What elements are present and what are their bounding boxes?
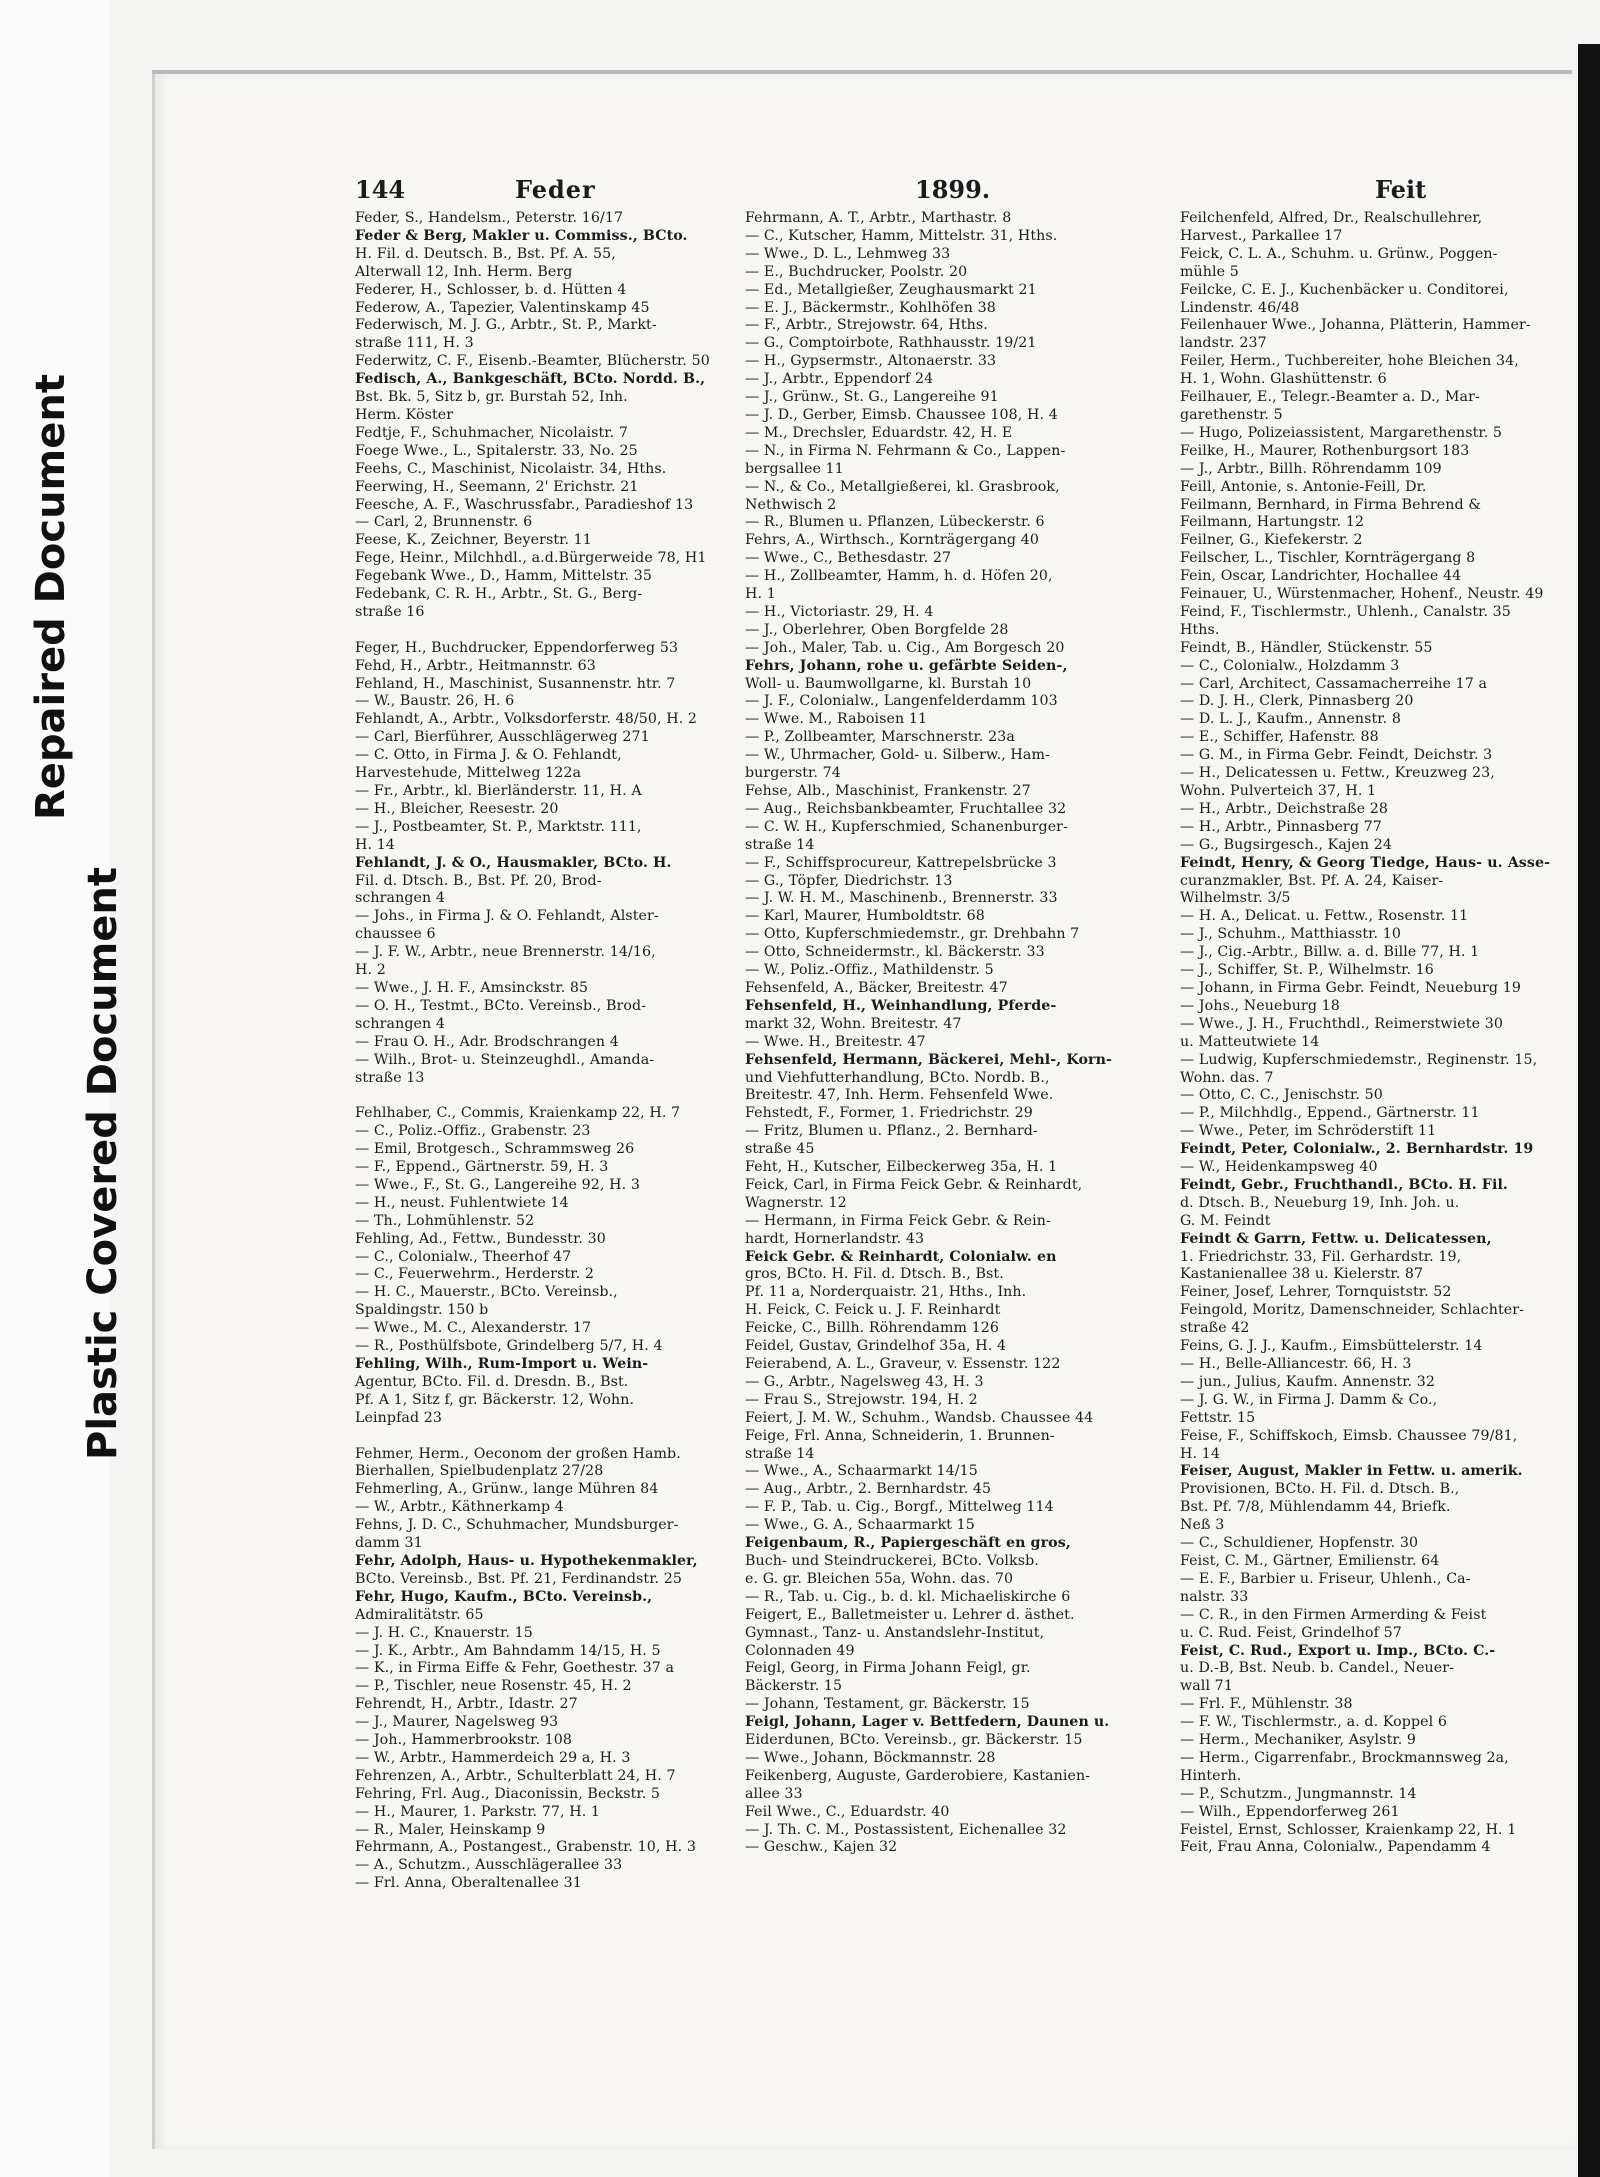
directory-entry: [355, 1087, 745, 1105]
directory-entry: — Frau O. H., Adr. Brodschrangen 4: [355, 1033, 619, 1050]
directory-entry: — Geschw., Kajen 32: [745, 1839, 898, 1856]
directory-entry: Feht, H., Kutscher, Eilbeckerweg 35a, H. 1: [745, 1159, 1058, 1176]
directory-entry: Feick Gebr. & Reinhardt, Colonialw. en: [745, 1248, 1057, 1265]
directory-entry: Foege Wwe., L., Spitalerstr. 33, No. 25: [355, 442, 638, 459]
directory-entry: — Wwe., M. C., Alexanderstr. 17: [355, 1320, 592, 1337]
directory-entry: — Wwe. H., Breitestr. 47: [745, 1033, 926, 1050]
directory-entry: — J., Oberlehrer, Oben Borgfelde 28: [745, 621, 1009, 638]
directory-entry: Fehr, Adolph, Haus- u. Hypothekenmakler,: [355, 1552, 698, 1569]
directory-entry: — J., Schiffer, St. P., Wilhelmstr. 16: [1180, 962, 1434, 979]
directory-entry: Bäckerstr. 15: [745, 1678, 843, 1695]
directory-entry: straße 42: [1180, 1320, 1250, 1337]
directory-entry: — J. G. W., in Firma J. Damm & Co.,: [1180, 1391, 1438, 1408]
directory-entry: Feilscher, L., Tischler, Kornträgergang 8: [1180, 550, 1476, 567]
directory-entry: u. Matteutwiete 14: [1180, 1033, 1320, 1050]
directory-entry: — F. W., Tischlermstr., a. d. Koppel 6: [1180, 1714, 1448, 1731]
directory-columns: [355, 210, 1580, 2110]
directory-entry: — J., Postbeamter, St. P., Marktstr. 111,: [355, 818, 642, 835]
directory-entry: Wagnerstr. 12: [745, 1194, 847, 1211]
directory-entry: — P., Zollbeamter, Marschnerstr. 23a: [745, 729, 1015, 746]
directory-entry: Feit, Frau Anna, Colonialw., Papendamm 4: [1180, 1839, 1491, 1856]
directory-entry: Feind, F., Tischlermstr., Uhlenh., Canalstr. 35: [1180, 603, 1511, 620]
directory-entry: Harvestehude, Mittelweg 122a: [355, 765, 582, 782]
directory-entry: Feder, S., Handelsm., Peterstr. 16/17: [355, 210, 624, 226]
directory-entry: Feistel, Ernst, Schlosser, Kraienkamp 22, H. 1: [1180, 1821, 1517, 1838]
directory-entry: Feil Wwe., C., Eduardstr. 40: [745, 1803, 950, 1820]
directory-entry: — W., Heidenkampsweg 40: [1180, 1159, 1378, 1176]
directory-entry: Feesche, A. F., Waschrussfabr., Paradieshof 13: [355, 496, 694, 513]
directory-entry: — Wwe., Peter, im Schröderstift 11: [1180, 1123, 1437, 1140]
directory-entry: — H., Delicatessen u. Fettw., Kreuzweg 23,: [1180, 765, 1495, 782]
directory-entry: Fehrmann, A., Postangest., Grabenstr. 10, H. 3: [355, 1839, 696, 1856]
directory-entry: — N., & Co., Metallgießerei, kl. Grasbrook,: [745, 478, 1060, 495]
directory-entry: — Joh., Hammerbrookstr. 108: [355, 1732, 573, 1749]
directory-entry: Fehrendt, H., Arbtr., Idastr. 27: [355, 1696, 578, 1713]
directory-entry: — D. L. J., Kaufm., Annenstr. 8: [1180, 711, 1401, 728]
directory-entry: Feilmann, Hartungstr. 12: [1180, 514, 1365, 531]
directory-entry: — G., Töpfer, Diedrichstr. 13: [745, 872, 953, 889]
directory-entry: — R., Maler, Heinskamp 9: [355, 1821, 546, 1838]
directory-entry: — Johs., in Firma J. & O. Fehlandt, Alster-: [355, 908, 659, 925]
directory-entry: Feist, C. M., Gärtner, Emilienstr. 64: [1180, 1552, 1440, 1569]
column-1: [355, 210, 745, 2110]
directory-entry: landstr. 237: [1180, 335, 1267, 352]
directory-entry: Eiderdunen, BCto. Vereinsb., gr. Bäckerstr. 15: [745, 1732, 1083, 1749]
directory-entry: — Herm., Mechaniker, Asylstr. 9: [1180, 1732, 1417, 1749]
directory-entry: H. 2: [355, 962, 386, 979]
directory-entry: straße 45: [745, 1141, 815, 1158]
directory-entry: — Wilh., Eppendorferweg 261: [1180, 1803, 1400, 1820]
directory-entry: Wohn. das. 7: [1180, 1069, 1274, 1086]
directory-entry: — G., Comptoirbote, Rathhausstr. 19/21: [745, 335, 1037, 352]
directory-entry: Federer, H., Schlosser, b. d. Hütten 4: [355, 281, 627, 298]
header-right-word: Feit: [1375, 175, 1427, 204]
directory-entry: Fehring, Frl. Aug., Diaconissin, Beckstr. 5: [355, 1785, 661, 1802]
directory-entry: Feick, Carl, in Firma Feick Gebr. & Reinhardt,: [745, 1176, 1083, 1193]
directory-entry: Nethwisch 2: [745, 496, 837, 513]
directory-entry: e. G. gr. Bleichen 55a, Wohn. das. 70: [745, 1570, 1014, 1587]
directory-entry: curanzmakler, Bst. Pf. A. 24, Kaiser-: [1180, 872, 1444, 889]
directory-entry: Feese, K., Zeichner, Beyerstr. 11: [355, 532, 592, 549]
directory-entry: Feder & Berg, Makler u. Commiss., BCto.: [355, 227, 688, 244]
directory-entry: u. D.-B, Bst. Neub. b. Candel., Neuer-: [1180, 1660, 1455, 1677]
directory-entry: Fehling, Wilh., Rum-Import u. Wein-: [355, 1356, 649, 1372]
directory-entry: Fege, Heinr., Milchhdl., a.d.Bürgerweide 78, H1: [355, 550, 707, 567]
directory-entry: Fehstedt, F., Former, 1. Friedrichstr. 29: [745, 1105, 1033, 1122]
directory-entry: — J., Maurer, Nagelsweg 93: [355, 1714, 559, 1731]
right-scan-border: [1578, 44, 1600, 2177]
directory-entry: Feige, Frl. Anna, Schneiderin, 1. Brunnen-: [745, 1427, 1055, 1444]
directory-entry: — C. Otto, in Firma J. & O. Fehlandt,: [355, 747, 622, 764]
directory-entry: — Carl, 2, Brunnenstr. 6: [355, 514, 533, 531]
directory-entry: — J. F. W., Arbtr., neue Brennerstr. 14/16,: [355, 944, 656, 961]
directory-entry: 1. Friedrichstr. 33, Fil. Gerhardstr. 19,: [1180, 1248, 1462, 1265]
directory-entry: Feidel, Gustav, Grindelhof 35a, H. 4: [745, 1338, 1007, 1355]
directory-entry: Kastanienallee 38 u. Kielerstr. 87: [1180, 1266, 1424, 1283]
directory-entry: Feilenhauer Wwe., Johanna, Plätterin, Hammer-: [1180, 317, 1531, 334]
directory-entry: — J. D., Gerber, Eimsb. Chaussee 108, H. 4: [745, 406, 1058, 423]
directory-entry: — E. J., Bäckermstr., Kohlhöfen 38: [745, 299, 996, 316]
directory-entry: Herm. Köster: [355, 406, 454, 423]
directory-entry: Feicke, C., Billh. Röhrendamm 126: [745, 1320, 1000, 1337]
directory-entry: — Frau S., Strejowstr. 194, H. 2: [745, 1391, 978, 1408]
directory-entry: schrangen 4: [355, 1015, 445, 1032]
directory-entry: — J., Cig.-Arbtr., Billw. a. d. Bille 77, H. 1: [1180, 944, 1480, 961]
directory-entry: H. Fil. d. Deutsch. B., Bst. Pf. A. 55,: [355, 245, 616, 262]
directory-entry: — C., Colonialw., Holzdamm 3: [1180, 657, 1400, 674]
directory-entry: — K., in Firma Eiffe & Fehr, Goethestr. 37 a: [355, 1660, 675, 1677]
directory-entry: Breitestr. 47, Inh. Herm. Fehsenfeld Wwe.: [745, 1087, 1054, 1104]
directory-entry: Feindt & Garrn, Fettw. u. Delicatessen,: [1180, 1230, 1492, 1247]
directory-entry: Fehse, Alb., Maschinist, Frankenstr. 27: [745, 783, 1031, 799]
directory-entry: straße 14: [745, 836, 815, 853]
directory-entry: Fil. d. Dtsch. B., Bst. Pf. 20, Brod-: [355, 872, 602, 889]
directory-entry: — Joh., Maler, Tab. u. Cig., Am Borgesch 20: [745, 639, 1065, 656]
directory-entry: Feiert, J. M. W., Schuhm., Wandsb. Chaussee 44: [745, 1409, 1094, 1426]
directory-entry: — R., Blumen u. Pflanzen, Lübeckerstr. 6: [745, 514, 1045, 531]
directory-entry: — Otto, C. C., Jenischstr. 50: [1180, 1087, 1383, 1104]
directory-entry: H. 14: [1180, 1445, 1220, 1462]
directory-entry: — J. H. C., Knauerstr. 15: [355, 1624, 533, 1641]
directory-entry: — R., Tab. u. Cig., b. d. kl. Michaeliskirche 6: [745, 1588, 1071, 1605]
directory-entry: H. 1, Wohn. Glashüttenstr. 6: [1180, 371, 1387, 388]
directory-entry: — Wilh., Brot- u. Steinzeughdl., Amanda-: [355, 1051, 655, 1068]
directory-entry: — H., Gypsermstr., Altonaerstr. 33: [745, 353, 997, 370]
directory-entry: Fehrmann, A. T., Arbtr., Marthastr. 8: [745, 210, 1012, 226]
directory-entry: Feiner, Josef, Lehrer, Tornquiststr. 52: [1180, 1284, 1452, 1301]
directory-entry: Admiralitätstr. 65: [355, 1606, 484, 1623]
directory-entry: — F. P., Tab. u. Cig., Borgf., Mittelweg 114: [745, 1499, 1054, 1516]
directory-entry: Feingold, Moritz, Damenschneider, Schlachter-: [1180, 1302, 1525, 1319]
directory-entry: — F., Schiffsprocureur, Kattrepelsbrücke 3: [745, 854, 1057, 871]
directory-entry: Wohn. Pulverteich 37, H. 1: [1180, 783, 1377, 799]
directory-entry: Feilhauer, E., Telegr.-Beamter a. D., Mar-: [1180, 389, 1480, 406]
directory-entry: — N., in Firma N. Fehrmann & Co., Lappen-: [745, 442, 1066, 459]
directory-entry: Pf. A 1, Sitz f, gr. Bäckerstr. 12, Wohn.: [355, 1391, 635, 1408]
directory-entry: Fehlandt, A., Arbtr., Volksdorferstr. 48/50, H. 2: [355, 711, 698, 728]
directory-entry: — C. R., in den Firmen Armerding & Feist: [1180, 1606, 1487, 1623]
directory-entry: Buch- und Steindruckerei, BCto. Volksb.: [745, 1552, 1039, 1569]
directory-entry: — F., Arbtr., Strejowstr. 64, Hths.: [745, 317, 988, 334]
directory-entry: — H., Bleicher, Reesestr. 20: [355, 800, 559, 817]
directory-entry: — H., Arbtr., Pinnasberg 77: [1180, 818, 1382, 835]
directory-entry: bergsallee 11: [745, 460, 844, 477]
directory-entry: — J., Arbtr., Eppendorf 24: [745, 371, 934, 388]
directory-entry: — Johann, in Firma Gebr. Feindt, Neueburg 19: [1180, 979, 1521, 996]
directory-entry: — J. F., Colonialw., Langenfelderdamm 103: [745, 693, 1058, 710]
directory-entry: — Johann, Testament, gr. Bäckerstr. 15: [745, 1696, 1030, 1713]
directory-entry: — W., Uhrmacher, Gold- u. Silberw., Ham-: [745, 747, 1050, 764]
directory-entry: — H., Arbtr., Deichstraße 28: [1180, 800, 1389, 817]
directory-entry: — Ludwig, Kupferschmiedemstr., Reginenstr. 15,: [1180, 1051, 1538, 1068]
directory-entry: — J. K., Arbtr., Am Bahndamm 14/15, H. 5: [355, 1642, 661, 1659]
directory-entry: Federwitz, C. F., Eisenb.-Beamter, Blücherstr. 50: [355, 353, 710, 370]
directory-entry: — jun., Julius, Kaufm. Annenstr. 32: [1180, 1373, 1435, 1390]
directory-entry: Fehr, Hugo, Kaufm., BCto. Vereinsb.,: [355, 1588, 653, 1605]
directory-entry: — H., neust. Fuhlentwiete 14: [355, 1194, 569, 1211]
directory-entry: Spaldingstr. 150 b: [355, 1302, 489, 1319]
directory-entry: — J. Th. C. M., Postassistent, Eichenallee 32: [745, 1821, 1067, 1838]
side-label-plastic: Plastic Covered Document: [80, 866, 126, 1460]
directory-entry: Feindt, B., Händler, Stückenstr. 55: [1180, 639, 1433, 656]
directory-entry: — W., Baustr. 26, H. 6: [355, 693, 515, 710]
directory-entry: — G., Bugsirgesch., Kajen 24: [1180, 836, 1393, 853]
directory-entry: Bst. Pf. 7/8, Mühlendamm 44, Briefk.: [1180, 1499, 1451, 1516]
directory-entry: Wilhelmstr. 3/5: [1180, 890, 1291, 907]
directory-entry: G. M. Feindt: [1180, 1212, 1271, 1229]
directory-entry: — Wwe. M., Raboisen 11: [745, 711, 928, 728]
column-2: [745, 210, 1185, 2110]
directory-entry: allee 33: [745, 1785, 803, 1802]
directory-entry: — Wwe., C., Bethesdastr. 27: [745, 550, 952, 567]
directory-entry: Feilmann, Bernhard, in Firma Behrend &: [1180, 496, 1482, 513]
directory-entry: — J., Arbtr., Billh. Röhrendamm 109: [1180, 460, 1442, 477]
header-year: 1899.: [915, 175, 991, 204]
directory-entry: Fegebank Wwe., D., Hamm, Mittelstr. 35: [355, 568, 653, 585]
directory-entry: — H., Victoriastr. 29, H. 4: [745, 603, 934, 620]
directory-entry: H. Feick, C. Feick u. J. F. Reinhardt: [745, 1302, 1001, 1319]
directory-entry: Agentur, BCto. Fil. d. Dresdn. B., Bst.: [355, 1373, 629, 1390]
directory-entry: — G. M., in Firma Gebr. Feindt, Deichstr. 3: [1180, 747, 1493, 764]
directory-entry: nalstr. 33: [1180, 1588, 1249, 1605]
directory-entry: — P., Tischler, neue Rosenstr. 45, H. 2: [355, 1678, 632, 1695]
directory-entry: — Fritz, Blumen u. Pflanz., 2. Bernhard-: [745, 1123, 1038, 1140]
directory-entry: — H., Zollbeamter, Hamm, h. d. Höfen 20,: [745, 568, 1053, 585]
directory-entry: — H. C., Mauerstr., BCto. Vereinsb.,: [355, 1284, 618, 1301]
directory-entry: BCto. Vereinsb., Bst. Pf. 21, Ferdinandstr. 25: [355, 1570, 683, 1587]
directory-entry: wall 71: [1180, 1678, 1233, 1695]
directory-entry: — H., Maurer, 1. Parkstr. 77, H. 1: [355, 1803, 601, 1820]
directory-entry: Fedebank, C. R. H., Arbtr., St. G., Berg-: [355, 586, 643, 603]
directory-entry: — Wwe., J. H. F., Amsinckstr. 85: [355, 979, 589, 996]
directory-entry: Feerwing, H., Seemann, 2' Erichstr. 21: [355, 478, 639, 495]
directory-entry: — W., Poliz.-Offiz., Mathildenstr. 5: [745, 962, 994, 979]
directory-entry: — Otto, Kupferschmiedemstr., gr. Drehbahn 7: [745, 926, 1080, 943]
directory-entry: straße 13: [355, 1069, 425, 1086]
directory-entry: Feigl, Georg, in Firma Johann Feigl, gr.: [745, 1660, 1031, 1677]
directory-entry: Fehsenfeld, H., Weinhandlung, Pferde-: [745, 997, 1057, 1014]
directory-entry: Feigenbaum, R., Papiergeschäft en gros,: [745, 1535, 1071, 1552]
column-3: [1180, 210, 1580, 2110]
directory-entry: Feilchenfeld, Alfred, Dr., Realschullehrer,: [1180, 210, 1483, 226]
directory-entry: — H. A., Delicat. u. Fettw., Rosenstr. 11: [1180, 908, 1469, 925]
directory-entry: — C., Poliz.-Offiz., Grabenstr. 23: [355, 1123, 591, 1140]
directory-entry: [355, 622, 745, 640]
side-label-repaired: Repaired Document: [28, 374, 74, 820]
directory-entry: Feill, Antonie, s. Antonie-Feill, Dr.: [1180, 478, 1427, 495]
directory-entry: Fedtje, F., Schuhmacher, Nicolaistr. 7: [355, 424, 628, 441]
directory-entry: Fehmerling, A., Grünw., lange Mühren 84: [355, 1481, 659, 1498]
directory-entry: — D. J. H., Clerk, Pinnasberg 20: [1180, 693, 1414, 710]
directory-entry: Fehrs, A., Wirthsch., Kornträgergang 40: [745, 532, 1039, 549]
directory-entry: H. 1: [745, 586, 776, 603]
directory-entry: chaussee 6: [355, 926, 436, 943]
directory-entry: — Wwe., G. A., Schaarmarkt 15: [745, 1517, 975, 1534]
directory-entry: Fehsenfeld, A., Bäcker, Breitestr. 47: [745, 979, 1008, 996]
directory-entry: Fedisch, A., Bankgeschäft, BCto. Nordd. B.,: [355, 371, 706, 388]
directory-entry: u. C. Rud. Feist, Grindelhof 57: [1180, 1624, 1402, 1641]
directory-entry: — C., Schuldiener, Hopfenstr. 30: [1180, 1535, 1419, 1552]
directory-entry: Feilcke, C. E. J., Kuchenbäcker u. Conditorei,: [1180, 281, 1509, 298]
directory-entry: — Wwe., J. H., Fruchthdl., Reimerstwiete 30: [1180, 1015, 1503, 1032]
directory-entry: — Frl. Anna, Oberaltenallee 31: [355, 1875, 582, 1892]
directory-entry: Feiler, Herm., Tuchbereiter, hohe Bleichen 34,: [1180, 353, 1519, 370]
directory-entry: Fettstr. 15: [1180, 1409, 1256, 1426]
directory-entry: — H., Belle-Alliancestr. 66, H. 3: [1180, 1356, 1412, 1372]
directory-entry: — F., Eppend., Gärtnerstr. 59, H. 3: [355, 1159, 609, 1176]
directory-entry: — J. W. H. M., Maschinenb., Brennerstr. 33: [745, 890, 1058, 907]
directory-entry: Fehland, H., Maschinist, Susannenstr. htr. 7: [355, 675, 676, 692]
directory-entry: Fehlhaber, C., Commis, Kraienkamp 22, H. 7: [355, 1105, 681, 1122]
directory-entry: Bst. Bk. 5, Sitz b, gr. Burstah 52, Inh.: [355, 389, 628, 406]
directory-entry: Feindt, Peter, Colonialw., 2. Bernhardstr. 19: [1180, 1141, 1534, 1158]
directory-entry: — Hugo, Polizeiassistent, Margarethenstr. 5: [1180, 424, 1503, 441]
directory-entry: Fehrenzen, A., Arbtr., Schulterblatt 24, H. 7: [355, 1767, 676, 1784]
directory-entry: Neß 3: [1180, 1517, 1225, 1534]
directory-entry: Fehrs, Johann, rohe u. gefärbte Seiden-,: [745, 657, 1068, 674]
directory-entry: — Carl, Architect, Cassamacherreihe 17 a: [1180, 675, 1488, 692]
directory-entry: — P., Schutzm., Jungmannstr. 14: [1180, 1785, 1417, 1802]
directory-entry: — Aug., Arbtr., 2. Bernhardstr. 45: [745, 1481, 992, 1498]
directory-entry: — Carl, Bierführer, Ausschlägerweg 271: [355, 729, 650, 746]
directory-entry: — A., Schutzm., Ausschlägerallee 33: [355, 1857, 623, 1874]
directory-entry: d. Dtsch. B., Neueburg 19, Inh. Joh. u.: [1180, 1194, 1460, 1211]
directory-entry: — Wwe., F., St. G., Langereihe 92, H. 3: [355, 1176, 640, 1193]
directory-entry: — Wwe., A., Schaarmarkt 14/15: [745, 1463, 978, 1480]
directory-entry: markt 32, Wohn. Breitestr. 47: [745, 1015, 962, 1032]
directory-entry: Fehmer, Herm., Oeconom der großen Hamb.: [355, 1445, 681, 1462]
directory-entry: Fehns, J. D. C., Schuhmacher, Mundsburger-: [355, 1517, 679, 1534]
directory-entry: — C., Kutscher, Hamm, Mittelstr. 31, Hths.: [745, 227, 1058, 244]
directory-entry: straße 111, H. 3: [355, 335, 474, 352]
directory-entry: Feierabend, A. L., Graveur, v. Essenstr. 122: [745, 1356, 1061, 1372]
directory-entry: — Karl, Maurer, Humboldtstr. 68: [745, 908, 985, 925]
directory-entry: Gymnast., Tanz- u. Anstandslehr-Institut,: [745, 1624, 1045, 1641]
directory-entry: Feikenberg, Auguste, Garderobiere, Kastanien-: [745, 1767, 1091, 1784]
directory-entry: — Frl. F., Mühlenstr. 38: [1180, 1696, 1353, 1713]
directory-entry: straße 16: [355, 603, 425, 620]
directory-entry: — W., Arbtr., Hammerdeich 29 a, H. 3: [355, 1749, 631, 1766]
directory-entry: — Herm., Cigarrenfabr., Brockmannsweg 2a,: [1180, 1749, 1509, 1766]
directory-entry: — C. W. H., Kupferschmied, Schanenburger-: [745, 818, 1068, 835]
directory-entry: burgerstr. 74: [745, 765, 841, 782]
directory-entry: Hths.: [1180, 621, 1220, 638]
directory-entry: — Aug., Reichsbankbeamter, Fruchtallee 32: [745, 800, 1067, 817]
directory-entry: Alterwall 12, Inh. Herm. Berg: [355, 263, 573, 280]
directory-entry: — E. F., Barbier u. Friseur, Uhlenh., Ca-: [1180, 1570, 1471, 1587]
directory-entry: Federwisch, M. J. G., Arbtr., St. P., Markt-: [355, 317, 657, 334]
directory-entry: Feise, F., Schiffskoch, Eimsb. Chaussee 79/81,: [1180, 1427, 1518, 1444]
directory-entry: — Emil, Brotgesch., Schrammsweg 26: [355, 1141, 635, 1158]
directory-entry: — E., Buchdrucker, Poolstr. 20: [745, 263, 968, 280]
directory-entry: — O. H., Testmt., BCto. Vereinsb., Brod-: [355, 997, 647, 1014]
side-label-strip: [0, 0, 126, 2177]
directory-entry: — Wwe., Johann, Böckmannstr. 28: [745, 1749, 996, 1766]
directory-entry: — Wwe., D. L., Lehmweg 33: [745, 245, 951, 262]
directory-entry: Fehsenfeld, Hermann, Bäckerei, Mehl-, Korn-: [745, 1051, 1113, 1068]
directory-entry: Feick, C. L. A., Schuhm. u. Grünw., Poggen-: [1180, 245, 1498, 262]
directory-entry: Woll- u. Baumwollgarne, kl. Burstah 10: [745, 675, 1032, 692]
directory-entry: Fehling, Ad., Fettw., Bundesstr. 30: [355, 1230, 606, 1247]
directory-entry: H. 14: [355, 836, 395, 853]
directory-entry: — Hermann, in Firma Feick Gebr. & Rein-: [745, 1212, 1051, 1229]
directory-entry: garethenstr. 5: [1180, 406, 1283, 423]
directory-entry: Fehd, H., Arbtr., Heitmannstr. 63: [355, 657, 596, 674]
directory-entry: Feger, H., Buchdrucker, Eppendorferweg 53: [355, 639, 679, 656]
directory-entry: Feindt, Henry, & Georg Tiedge, Haus- u. Asse-: [1180, 854, 1551, 871]
directory-entry: Feist, C. Rud., Export u. Imp., BCto. C.-: [1180, 1642, 1496, 1659]
directory-entry: und Viehfutterhandlung, BCto. Nordb. B.,: [745, 1069, 1050, 1086]
directory-entry: Harvest., Parkallee 17: [1180, 227, 1343, 244]
page-number: 144: [355, 175, 406, 204]
directory-entry: — C., Feuerwehrm., Herderstr. 2: [355, 1266, 594, 1283]
directory-entry: Feilke, H., Maurer, Rothenburgsort 183: [1180, 442, 1470, 459]
directory-entry: — G., Arbtr., Nagelsweg 43, H. 3: [745, 1373, 984, 1390]
page-header: [355, 175, 1565, 207]
directory-entry: Feilner, G., Kiefekerstr. 2: [1180, 532, 1363, 549]
directory-entry: — Th., Lohmühlenstr. 52: [355, 1212, 535, 1229]
directory-entry: [355, 1428, 745, 1446]
directory-entry: — J., Schuhm., Matthiasstr. 10: [1180, 926, 1401, 943]
header-left-word: Feder: [515, 175, 596, 204]
directory-entry: Feiser, August, Makler in Fettw. u. amerik.: [1180, 1463, 1523, 1480]
directory-entry: mühle 5: [1180, 263, 1239, 280]
directory-entry: — J., Grünw., St. G., Langereihe 91: [745, 389, 999, 406]
directory-entry: Leinpfad 23: [355, 1409, 443, 1426]
directory-entry: Feinauer, U., Würstenmacher, Hohenf., Neustr. 49: [1180, 586, 1544, 603]
directory-entry: — P., Milchhdlg., Eppend., Gärtnerstr. 11: [1180, 1105, 1480, 1122]
directory-entry: — Johs., Neueburg 18: [1180, 997, 1340, 1014]
directory-entry: Lindenstr. 46/48: [1180, 299, 1300, 316]
directory-entry: — W., Arbtr., Käthnerkamp 4: [355, 1499, 564, 1516]
directory-entry: Pf. 11 a, Norderquaistr. 21, Hths., Inh.: [745, 1284, 1027, 1301]
directory-entry: straße 14: [745, 1445, 815, 1462]
directory-entry: Feehs, C., Maschinist, Nicolaistr. 34, Hths.: [355, 460, 667, 477]
directory-entry: Fehlandt, J. & O., Hausmakler, BCto. H.: [355, 854, 672, 871]
directory-entry: schrangen 4: [355, 890, 445, 907]
directory-entry: Bierhallen, Spielbudenplatz 27/28: [355, 1463, 604, 1480]
directory-entry: — C., Colonialw., Theerhof 47: [355, 1248, 572, 1265]
directory-entry: — Ed., Metallgießer, Zeughausmarkt 21: [745, 281, 1037, 298]
directory-entry: — Otto, Schneidermstr., kl. Bäckerstr. 33: [745, 944, 1045, 961]
directory-entry: Federow, A., Tapezier, Valentinskamp 45: [355, 299, 650, 316]
directory-entry: — M., Drechsler, Eduardstr. 42, H. E: [745, 424, 1013, 441]
directory-entry: Feigert, E., Balletmeister u. Lehrer d. ästhet.: [745, 1606, 1075, 1623]
directory-entry: Fein, Oscar, Landrichter, Hochallee 44: [1180, 568, 1462, 585]
directory-entry: Feigl, Johann, Lager v. Bettfedern, Daunen u.: [745, 1714, 1110, 1731]
directory-entry: Feindt, Gebr., Fruchthandl., BCto. H. Fil.: [1180, 1176, 1508, 1193]
directory-entry: hardt, Hornerlandstr. 43: [745, 1230, 925, 1247]
directory-entry: — E., Schiffer, Hafenstr. 88: [1180, 729, 1379, 746]
directory-entry: — Fr., Arbtr., kl. Bierländerstr. 11, H. A: [355, 783, 642, 799]
directory-entry: Provisionen, BCto. H. Fil. d. Dtsch. B.,: [1180, 1481, 1460, 1498]
directory-entry: damm 31: [355, 1535, 423, 1552]
directory-entry: Feins, G. J. J., Kaufm., Eimsbüttelerstr. 14: [1180, 1338, 1483, 1355]
directory-entry: — R., Posthülfsbote, Grindelberg 5/7, H. 4: [355, 1338, 663, 1355]
directory-entry: gros, BCto. H. Fil. d. Dtsch. B., Bst.: [745, 1266, 1004, 1283]
directory-entry: Colonnaden 49: [745, 1642, 855, 1659]
directory-entry: Hinterh.: [1180, 1767, 1242, 1784]
